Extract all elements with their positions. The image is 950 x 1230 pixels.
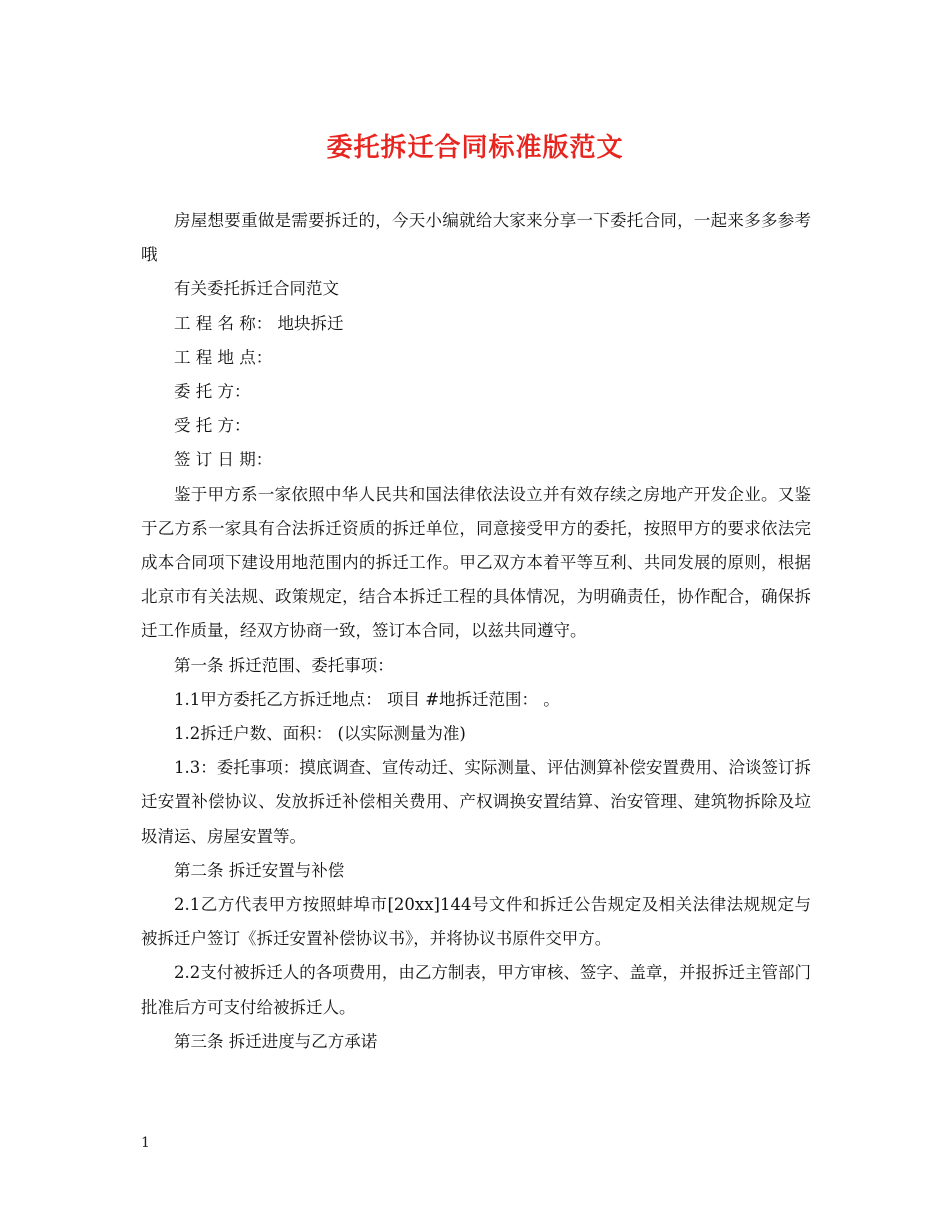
page-number: 1 [141,1135,150,1151]
document-body [141,204,811,1059]
field-client: 委 托 方： [174,382,251,402]
field-project-location: 工 程 地 点： [174,347,273,367]
paragraph-preamble: 鉴于甲方系一家依照中华人民共和国法律依法设立并有效存续之房地产开发企业。又鉴于乙方系一家具有合法拆迁资质的拆迁单位，同意接受甲方的委托，按照甲方的要求依法完成本合同项下建设用地范围内的拆迁工作。甲乙双方本着平等互利、共同发展的原则，根据北京市有关法规、政策规定，结合本拆迁工程的具体情况，为明确责任，协作配合，确保拆迁工作质量，经双方协商一致，签订本合同，以兹共同遵守。 [141,484,811,641]
clause-2-1: 2.1乙方代表甲方按照蚌埠市[20xx]144号文件和拆迁公告规定及相关法律法规规定与被拆迁户签订《拆迁安置补偿协议书》，并将协议书原件交甲方。 [141,895,811,949]
field-signing-date: 签 订 日 期： [174,450,273,470]
article-3-heading: 第三条 拆迁进度与乙方承诺 [174,1031,378,1051]
article-2-heading: 第二条 拆迁安置与补偿 [174,860,345,880]
article-1-heading: 第一条 拆迁范围、委托事项： [174,655,394,675]
paragraph-subtitle: 有关委托拆迁合同范文 [174,279,339,299]
clause-1-2: 1.2拆迁户数、面积： (以实际测量为准) [174,724,466,744]
clause-1-3: 1.3：委托事项：摸底调查、宣传动迁、实际测量、评估测算补偿安置费用、洽谈签订拆迁安置补偿协议、发放拆迁补偿相关费用、产权调换安置结算、治安管理、建筑物拆除及垃圾清运、房屋安置等。 [141,758,811,846]
document-title: 委托拆迁合同标准版范文 [326,133,624,163]
clause-1-1: 1.1甲方委托乙方拆迁地点： 项目 #地拆迁范围： 。 [174,689,560,709]
field-project-name: 工 程 名 称： 地块拆迁 [174,313,344,333]
paragraph-intro: 房屋想要重做是需要拆迁的，今天小编就给大家来分享一下委托合同，一起来多多参考哦 [141,211,811,265]
field-contractor: 受 托 方： [174,416,251,436]
clause-2-2: 2.2支付被拆迁人的各项费用，由乙方制表，甲方审核、签字、盖章，并报拆迁主管部门批准后方可支付给被拆迁人。 [141,963,811,1017]
